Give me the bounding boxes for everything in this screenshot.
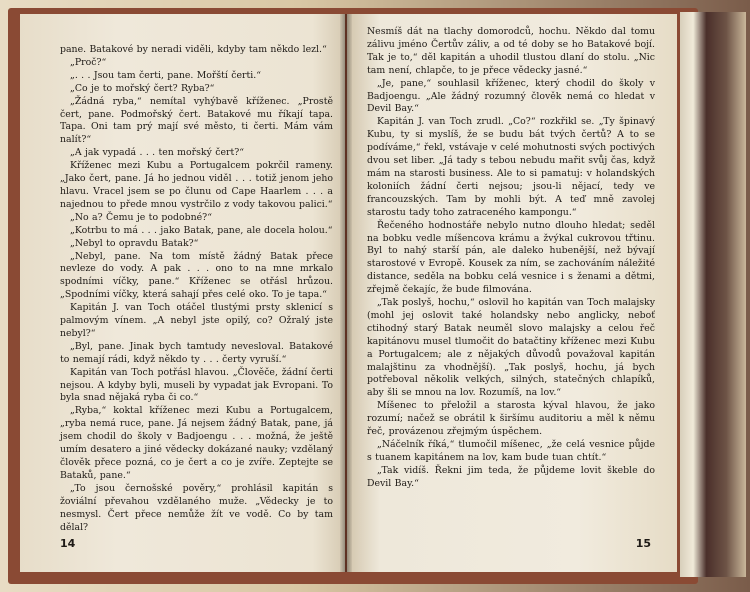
left-page <box>20 14 345 572</box>
paragraph: „A jak vypadá . . . ten mořský čert?“ <box>70 147 245 159</box>
right-page <box>347 14 677 572</box>
paragraph: Kříženec mezi Kubu a Portugalcem pokrčil rameny. „Jako čert, pane. Já ho jednou viděl . . . totiž jenom jeho hlavu. Vracel jsem se po člunu od Cape Haarlem . . . a najednou to přede mnou vystrčilo z vody takovou palici.“ <box>60 160 333 210</box>
paragraph: pane. Batakové by neradi viděli, kdyby tam někdo lezl.“ <box>60 44 327 55</box>
paragraph: „Nebyl to opravdu Batak?“ <box>70 237 199 249</box>
paragraph: Kapitán J. van Toch zrudl. „Co?“ rozkřikl se. „Ty špinavý Kubu, ty si myslíš, že se budu bát tvých čertů? A to se podíváme,“ řekl, vstávaje v celé mohutnosti svých poctivých dvou set liber. „Já tady s tebou nebudu mařit svůj čas, když mám na starosti business. Ale to si pamatuj: v holandských koloniích žádní čerti nejsou; jsou-li nějací, tedy ve francouzských. Tam by mohli být. A teď mně zavolej starostu tady toho zatraceného kampongu.“ <box>367 116 655 218</box>
paragraph: „Ryba,“ koktal kříženec mezi Kubu a Portugalcem, „ryba nemá ruce, pane. Já nejsem žádný Batak, pane, já jsem chodil do školy v Badjoengu . . . možná, že ještě umím desatero a jiné vědecky dokázané nauky; vzdělaný člověk přece pozná, co je čert a co je zvíře. Zeptejte se Bataků, pane.“ <box>60 405 333 481</box>
paragraph: „Byl, pane. Jinak bych tamtudy nevesloval. Batakové to nemají rádi, když někdo ty . . . čerty vyruší.“ <box>60 340 333 365</box>
paragraph: Kapitán van Toch potřásl hlavou. „Člověče, žádní čerti nejsou. A kdyby byli, museli by vypadat jak Evropani. To byla snad nějaká ryba či co.“ <box>60 366 333 404</box>
paragraph: „Je, pane,“ souhlasil kříženec, který chodil do školy v Badjoengu. „Ale žádný rozumný člověk nemá co hledat v Devil Bay.“ <box>367 77 655 115</box>
paragraph: „Náčelník říká,“ tlumočil míšenec, „že celá vesnice půjde s tuanem kapitánem na lov, kam bude tuan chtít.“ <box>367 439 655 463</box>
paragraph: Nesmíš dát na tlachy domorodců, hochu. Někdo dal tomu zálivu jméno Čertův záliv, a od té doby se ho Batakové bojí. Tak je to,“ děl kapitán a uhodil tlustou dlaní do stolu. „Nic tam není, chlapče, to je přece vědecky jasné.“ <box>367 26 655 76</box>
paragraph: „Proč?“ <box>70 56 107 68</box>
paragraph: „Žádná ryba,“ nemítal vyhýbavě kříženec. „Prostě čert, pane. Podmořský čert. Batakové mu říkají tapa. Tapa. Oni tam prý mají své město, ti čerti. Mám vám nalít?“ <box>60 95 333 146</box>
paragraph: „No a? Čemu je to podobné?“ <box>70 211 212 223</box>
paragraph: „Tak poslyš, hochu,“ oslovil ho kapitán van Toch malajsky (mohl jej oslovit také holandsky nebo anglicky, neboť ctihodný starý Batak neuměl slovo malajsky a celou řeč kapitánovu musel tlumočit do batačtiny kříženec mezi Kubu a Portugalcem; ale z nějakých důvodů považoval kapitán malajštinu za vhodnější). „Tak poslyš, hochu, já bych potřeboval několik velkých, silných, statečných chlapíků, aby šli se mnou na lov. Rozumíš, na lov.“ <box>367 297 655 399</box>
left-page-text <box>60 44 333 534</box>
paragraph: „Nebyl, pane. Na tom místě žádný Batak přece nevleze do vody. A pak . . . ono to na mne mrkalo spodními víčky, pane.“ Kříženec se otřásl hrůzou. „Spodními víčky, která sahají přes celé oko. To je tapa.“ <box>60 250 333 301</box>
page-number: 15 <box>635 537 651 550</box>
paragraph: „Tak vidíš. Řekni jim teda, že půjdeme lovit škeble do Devil Bay.“ <box>367 464 655 489</box>
paragraph: „Kotrbu to má . . . jako Batak, pane, ale docela holou.“ <box>70 224 333 236</box>
page-stack-edge <box>680 12 746 577</box>
paragraph: „Co je to mořský čert? Ryba?“ <box>70 82 215 94</box>
paragraph: Kapitán J. van Toch otáčel tlustými prsty sklenicí s palmovým vínem. „A nebyl jste opilý, co? Ožralý jste nebyl?“ <box>60 302 333 339</box>
right-page-text <box>367 26 655 491</box>
paragraph: „. . . Jsou tam čerti, pane. Mořští čerti.“ <box>70 69 262 81</box>
paragraph: Míšenec to přeložil a starosta kýval hlavou, že jako rozumí; načež se obrátil k širšímu auditoriu a měl k němu řeč, provázenou zřejmým úspěchem. <box>367 400 655 438</box>
book-gutter <box>340 14 352 572</box>
paragraph: „To jsou černošské pověry,“ prohlásil kapitán s žoviální převahou vzdělaného muže. „Vědecky je to nesmysl. Čert přece nemůže žít ve vodě. Co by tam dělal? <box>60 482 333 533</box>
page-number: 14 <box>60 537 76 550</box>
paragraph: Řečeného hodnostáře nebylo nutno dlouho hledat; seděl na bobku vedle míšencova krámu a žvýkal cukrovou třtinu. Byl to nahý starší pán, ale daleko hubenější, než bývají starostové v Evropě. Kousek za ním, se zachováním náležité distance, seděla na bobku celá vesnice i s ženami a dětmi, zřejmě čekajíc, že bude filmována. <box>367 219 655 296</box>
